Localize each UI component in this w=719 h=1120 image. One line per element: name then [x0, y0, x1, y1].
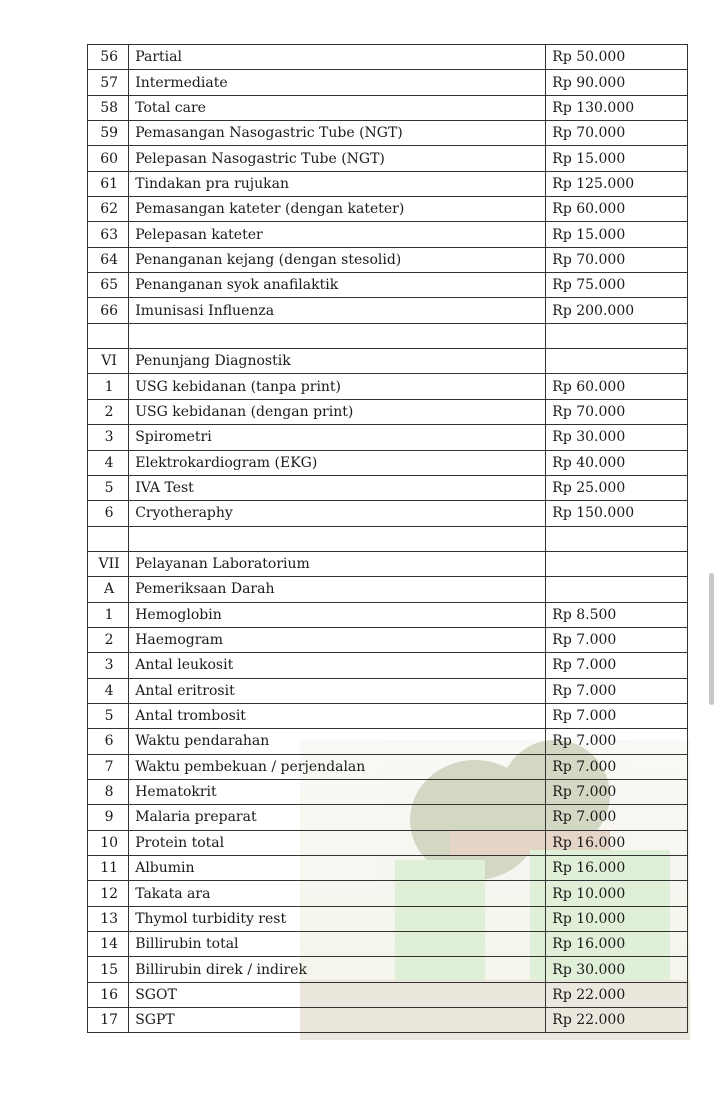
- item-name-cell: Intermediate: [129, 70, 546, 95]
- item-name-cell: Imunisasi Influenza: [129, 298, 546, 323]
- price-cell: Rp 7.000: [546, 779, 688, 804]
- row-number-cell: 9: [88, 805, 129, 830]
- row-number-cell: 13: [88, 906, 129, 931]
- item-name-cell: Haemogram: [129, 627, 546, 652]
- row-number-cell: 64: [88, 247, 129, 272]
- row-number-cell: VII: [88, 551, 129, 576]
- price-cell: Rp 7.000: [546, 653, 688, 678]
- table-row: [88, 754, 688, 779]
- table-row: [88, 45, 688, 70]
- price-cell: Rp 7.000: [546, 805, 688, 830]
- item-name-cell: Penanganan kejang (dengan stesolid): [129, 247, 546, 272]
- row-number-cell: 10: [88, 830, 129, 855]
- item-name-cell: Pemasangan Nasogastric Tube (NGT): [129, 121, 546, 146]
- item-name-cell: USG kebidanan (tanpa print): [129, 374, 546, 399]
- item-name-cell: Pelepasan kateter: [129, 222, 546, 247]
- item-name-cell: Elektrokardiogram (EKG): [129, 450, 546, 475]
- item-name-cell: Waktu pembekuan / perjendalan: [129, 754, 546, 779]
- table-row: [88, 146, 688, 171]
- item-name-cell: Waktu pendarahan: [129, 729, 546, 754]
- table-row: [88, 323, 688, 348]
- item-name-cell: Pelayanan Laboratorium: [129, 551, 546, 576]
- row-number-cell: 15: [88, 957, 129, 982]
- price-cell: Rp 30.000: [546, 425, 688, 450]
- row-number-cell: 59: [88, 121, 129, 146]
- row-number-cell: 4: [88, 450, 129, 475]
- table-row: [88, 526, 688, 551]
- item-name-cell: Hematokrit: [129, 779, 546, 804]
- row-number-cell: 63: [88, 222, 129, 247]
- row-number-cell: 4: [88, 678, 129, 703]
- item-name-cell: Hemoglobin: [129, 602, 546, 627]
- item-name-cell: Total care: [129, 95, 546, 120]
- item-name-cell: Malaria preparat: [129, 805, 546, 830]
- price-cell: Rp 7.000: [546, 754, 688, 779]
- price-cell: [546, 526, 688, 551]
- row-number-cell: 8: [88, 779, 129, 804]
- row-number-cell: 56: [88, 45, 129, 70]
- price-cell: Rp 22.000: [546, 1008, 688, 1033]
- row-number-cell: 60: [88, 146, 129, 171]
- price-cell: Rp 25.000: [546, 475, 688, 500]
- row-number-cell: A: [88, 577, 129, 602]
- row-number-cell: 5: [88, 475, 129, 500]
- table-row: [88, 703, 688, 728]
- table-row: [88, 501, 688, 526]
- item-name-cell: Penanganan syok anafilaktik: [129, 273, 546, 298]
- row-number-cell: 2: [88, 399, 129, 424]
- price-cell: Rp 150.000: [546, 501, 688, 526]
- table-row: [88, 551, 688, 576]
- item-name-cell: Protein total: [129, 830, 546, 855]
- price-cell: Rp 60.000: [546, 197, 688, 222]
- table-row: [88, 627, 688, 652]
- price-cell: Rp 130.000: [546, 95, 688, 120]
- table-row: [88, 957, 688, 982]
- row-number-cell: 65: [88, 273, 129, 298]
- price-cell: Rp 7.000: [546, 729, 688, 754]
- row-number-cell: 16: [88, 982, 129, 1007]
- row-number-cell: 7: [88, 754, 129, 779]
- price-cell: Rp 7.000: [546, 627, 688, 652]
- price-cell: [546, 577, 688, 602]
- price-cell: Rp 7.000: [546, 678, 688, 703]
- row-number-cell: 12: [88, 881, 129, 906]
- table-row: [88, 830, 688, 855]
- price-cell: Rp 60.000: [546, 374, 688, 399]
- item-name-cell: Pemasangan kateter (dengan kateter): [129, 197, 546, 222]
- price-cell: [546, 323, 688, 348]
- price-cell: Rp 70.000: [546, 399, 688, 424]
- item-name-cell: Albumin: [129, 856, 546, 881]
- row-number-cell: 6: [88, 729, 129, 754]
- table-row: [88, 475, 688, 500]
- row-number-cell: 57: [88, 70, 129, 95]
- table-row: [88, 805, 688, 830]
- table-row: [88, 222, 688, 247]
- row-number-cell: 5: [88, 703, 129, 728]
- row-number-cell: 62: [88, 197, 129, 222]
- item-name-cell: [129, 526, 546, 551]
- price-cell: [546, 551, 688, 576]
- table-row: [88, 95, 688, 120]
- item-name-cell: Pelepasan Nasogastric Tube (NGT): [129, 146, 546, 171]
- table-row: [88, 171, 688, 196]
- price-cell: Rp 16.000: [546, 830, 688, 855]
- row-number-cell: 2: [88, 627, 129, 652]
- item-name-cell: Thymol turbidity rest: [129, 906, 546, 931]
- item-name-cell: Antal leukosit: [129, 653, 546, 678]
- row-number-cell: 1: [88, 374, 129, 399]
- table-row: [88, 932, 688, 957]
- row-number-cell: 66: [88, 298, 129, 323]
- row-number-cell: [88, 526, 129, 551]
- price-cell: Rp 75.000: [546, 273, 688, 298]
- table-row: [88, 374, 688, 399]
- item-name-cell: IVA Test: [129, 475, 546, 500]
- price-cell: Rp 30.000: [546, 957, 688, 982]
- price-cell: Rp 200.000: [546, 298, 688, 323]
- table-row: [88, 881, 688, 906]
- table-row: [88, 247, 688, 272]
- table-row: [88, 856, 688, 881]
- row-number-cell: 3: [88, 653, 129, 678]
- table-row: [88, 273, 688, 298]
- item-name-cell: Penunjang Diagnostik: [129, 349, 546, 374]
- item-name-cell: Antal eritrosit: [129, 678, 546, 703]
- table-row: [88, 906, 688, 931]
- price-cell: Rp 16.000: [546, 856, 688, 881]
- row-number-cell: VI: [88, 349, 129, 374]
- row-number-cell: 58: [88, 95, 129, 120]
- row-number-cell: 3: [88, 425, 129, 450]
- row-number-cell: 17: [88, 1008, 129, 1033]
- table-row: [88, 450, 688, 475]
- table-row: [88, 602, 688, 627]
- price-cell: Rp 15.000: [546, 146, 688, 171]
- price-cell: Rp 10.000: [546, 881, 688, 906]
- price-cell: Rp 50.000: [546, 45, 688, 70]
- price-cell: [546, 349, 688, 374]
- scrollbar[interactable]: [709, 573, 714, 705]
- row-number-cell: 6: [88, 501, 129, 526]
- table-row: [88, 982, 688, 1007]
- item-name-cell: Spirometri: [129, 425, 546, 450]
- item-name-cell: USG kebidanan (dengan print): [129, 399, 546, 424]
- item-name-cell: SGPT: [129, 1008, 546, 1033]
- row-number-cell: 1: [88, 602, 129, 627]
- item-name-cell: Billirubin direk / indirek: [129, 957, 546, 982]
- table-row: [88, 70, 688, 95]
- row-number-cell: 11: [88, 856, 129, 881]
- item-name-cell: Partial: [129, 45, 546, 70]
- price-cell: Rp 40.000: [546, 450, 688, 475]
- item-name-cell: [129, 323, 546, 348]
- row-number-cell: [88, 323, 129, 348]
- price-cell: Rp 10.000: [546, 906, 688, 931]
- price-cell: Rp 8.500: [546, 602, 688, 627]
- price-cell: Rp 125.000: [546, 171, 688, 196]
- table-row: [88, 121, 688, 146]
- row-number-cell: 61: [88, 171, 129, 196]
- table-row: [88, 399, 688, 424]
- price-cell: Rp 70.000: [546, 121, 688, 146]
- table-row: [88, 779, 688, 804]
- table-row: [88, 653, 688, 678]
- price-list-table: [87, 44, 688, 1033]
- price-cell: Rp 70.000: [546, 247, 688, 272]
- item-name-cell: Pemeriksaan Darah: [129, 577, 546, 602]
- table-row: [88, 678, 688, 703]
- price-cell: Rp 15.000: [546, 222, 688, 247]
- price-cell: Rp 16.000: [546, 932, 688, 957]
- table-row: [88, 298, 688, 323]
- table-row: [88, 729, 688, 754]
- price-cell: Rp 7.000: [546, 703, 688, 728]
- table-row: [88, 1008, 688, 1033]
- item-name-cell: Billirubin total: [129, 932, 546, 957]
- table-row: [88, 197, 688, 222]
- item-name-cell: Cryotheraphy: [129, 501, 546, 526]
- table-row: [88, 349, 688, 374]
- table-row: [88, 425, 688, 450]
- item-name-cell: Tindakan pra rujukan: [129, 171, 546, 196]
- table-row: [88, 577, 688, 602]
- price-cell: Rp 22.000: [546, 982, 688, 1007]
- item-name-cell: Takata ara: [129, 881, 546, 906]
- item-name-cell: Antal trombosit: [129, 703, 546, 728]
- row-number-cell: 14: [88, 932, 129, 957]
- item-name-cell: SGOT: [129, 982, 546, 1007]
- price-cell: Rp 90.000: [546, 70, 688, 95]
